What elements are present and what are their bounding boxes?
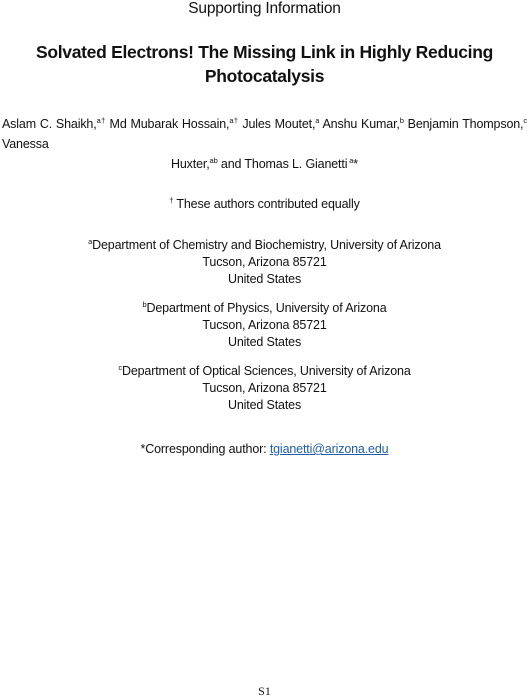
author-line-1 [2,114,527,154]
affiliation-city: Tucson, Arizona 85721 [202,255,327,269]
corresponding-author-label: *Corresponding author: [140,442,270,456]
equal-contribution-text: These authors contributed equally [173,197,360,211]
affiliation-c [0,363,529,414]
affiliation-department: Department of Chemistry and Biochemistry, University of Arizona [92,238,441,252]
affiliation-country: United States [227,272,302,286]
affiliation-department: Department of Optical Sciences, University of Arizona [121,364,411,378]
author-affiliation-mark: ab [209,155,218,165]
corresponding-author [0,441,529,458]
affiliation-b [0,300,529,351]
affiliation-city: Tucson, Arizona 85721 [202,381,327,395]
author-affiliation-mark: a [315,115,320,125]
affiliation-country: United States [227,398,302,412]
affiliation-a [0,237,529,288]
author-line-2 [2,154,527,174]
affiliation-department-line [0,237,529,254]
affiliation-mark: b [142,299,147,309]
author-name: Anshu Kumar, [319,117,400,131]
author-name: Vanessa [2,137,49,151]
paper-title: Solvated Electrons! The Missing Link in Highly Reducing Photocatalysis [35,42,494,86]
author-list [2,114,527,174]
equal-contribution-note [0,196,529,212]
page-number: S1 [258,684,271,698]
affiliation-department-line [0,300,529,317]
affiliation-mark: c [118,362,122,372]
header-supporting-information: Supporting Information [188,0,341,17]
author-name: and Thomas L. Gianetti [217,157,348,171]
author-affiliation-mark: a† [229,115,239,125]
author-name: Md Mubarak Hossain, [105,117,230,131]
affiliation-mark: a [88,236,93,246]
affiliation-department: Department of Physics, University of Arizona [146,301,387,315]
corresponding-mark: * [353,157,359,171]
author-name: Jules Moutet, [238,117,316,131]
author-name: Aslam C. Shaikh, [2,117,97,131]
author-affiliation-mark: a [347,155,354,165]
corresponding-email-link[interactable]: tgianetti@arizona.edu [269,442,389,456]
author-name: Huxter, [170,157,210,171]
dagger-mark: † [169,195,174,205]
affiliation-department-line [0,363,529,380]
affiliation-city: Tucson, Arizona 85721 [202,318,327,332]
author-name: Benjamin Thompson, [403,117,524,131]
author-affiliation-mark: b [399,115,404,125]
author-affiliation-mark: c [523,115,527,125]
author-affiliation-mark: a† [96,115,106,125]
affiliation-country: United States [227,335,302,349]
